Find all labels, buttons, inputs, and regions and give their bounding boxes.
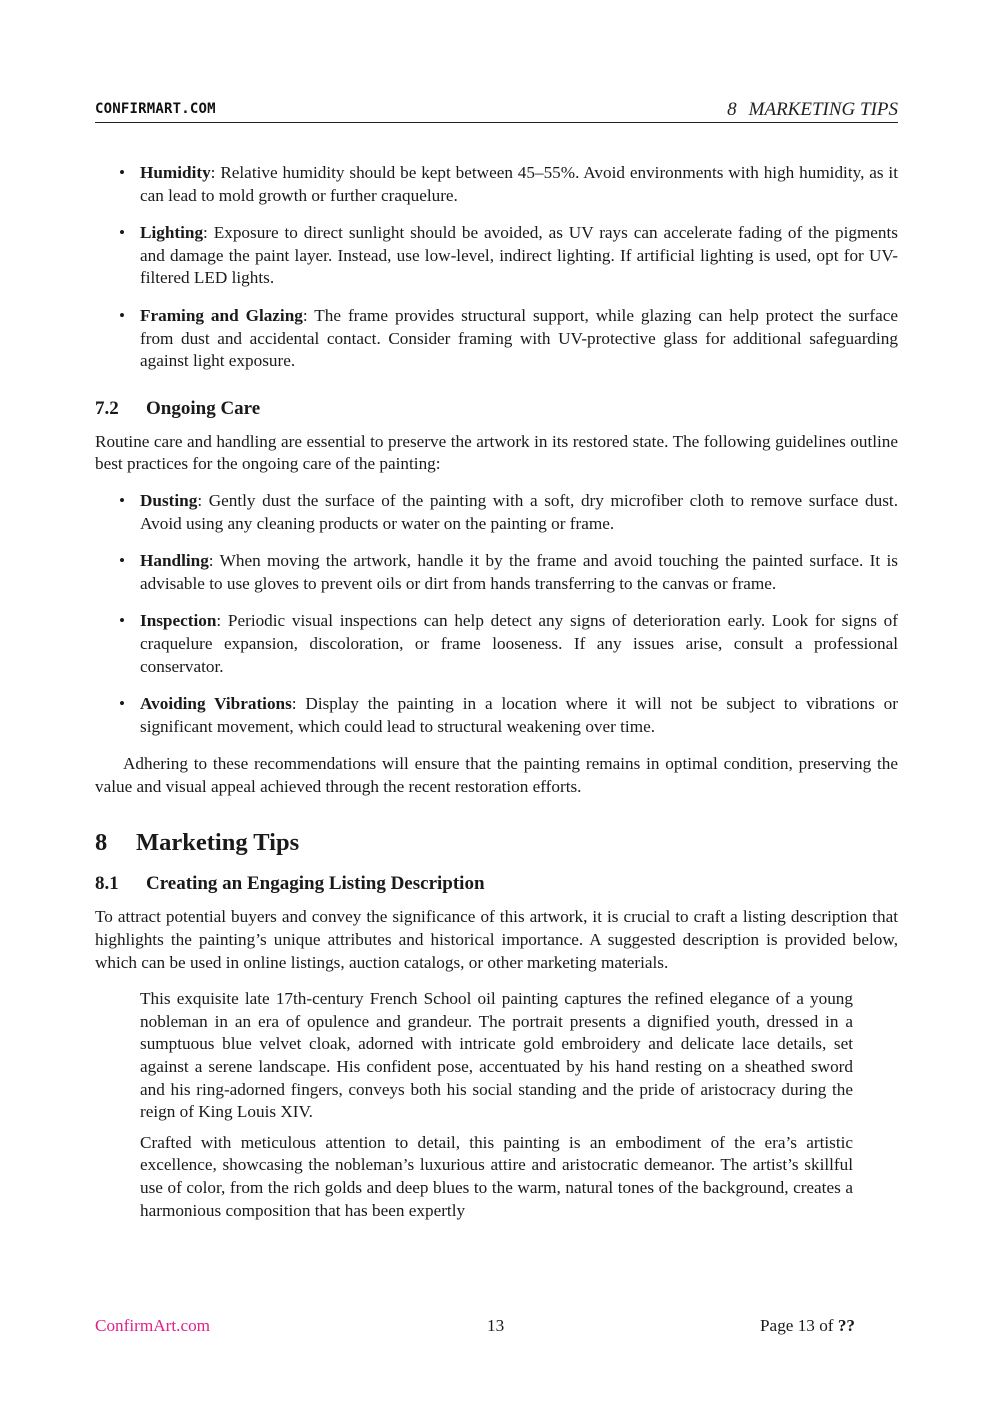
bullet-icon: • [119,305,126,325]
list-item [95,222,898,290]
list-item-term: Handling [140,551,209,571]
footer-page-of [760,1316,855,1336]
list-item-term: Dusting [140,490,198,510]
header-section-title [727,99,898,121]
list-item-text: : The frame provides structural support, while glazing can help protect the surface from dust and accidental contact. Consider framing with UV-protective glass for additional safeguarding against light exposure. [140,305,898,371]
section-heading-marketing-tips [95,828,898,858]
list-item-text: : When moving the artwork, handle it by the frame and avoid touching the painted surface. It is advisable to use gloves to prevent oils or dirt from hands transferring to the canvas or frame. [140,551,898,593]
subsection-heading-ongoing-care [95,397,898,421]
listing-description-quote [140,988,853,1222]
bullet-icon: • [119,163,126,182]
footer-page-number: 13 [487,1316,505,1335]
subsection-heading-listing-description [95,872,898,896]
footer-page-of-prefix: Page 13 of [760,1316,838,1335]
quote-paragraph-1: This exquisite late 17th-century French School oil painting captures the refined elegance of a young nobleman in an era of opulence and grandeur. The portrait presents a dignified youth, dressed in a sumptuous blue velvet cloak, adorned with intricate gold embroidery and delicate lace details, set against a serene landscape. His confident pose, accentuated by his hand resting on a sheathed sword and his ring-adorned fingers, conveys both his social standing and the pride of aristocracy during the reign of King Louis XIV. [140,989,853,1122]
page-content [95,162,898,1230]
ongoing-care-closing: Adhering to these recommendations will ensure that the painting remains in optimal condition, preserving the value and visual appeal achieved through the recent restoration efforts. [95,754,898,796]
header-section-number: 8 [727,99,737,120]
quote-paragraph-2: Crafted with meticulous attention to detail, this painting is an embodiment of the era’s artistic excellence, showcasing the nobleman’s luxurious attire and aristocratic demeanor. The artist’s skillful use of color, from the rich golds and deep blues to the warm, natural tones of the background, creates a harmonious composition that has been expertly [140,1132,853,1220]
list-item [95,490,898,535]
list-item [95,693,898,738]
running-header [95,98,898,123]
footer-site-link[interactable]: ConfirmArt.com [95,1316,211,1335]
subsection-title: Ongoing Care [146,397,261,419]
list-item [95,305,898,373]
environment-bullet-list [95,162,898,373]
list-item-term: Inspection [140,611,217,631]
header-section-name: MARKETING TIPS [748,99,898,120]
list-item-term: Framing and Glazing [140,305,303,325]
listing-intro: To attract potential buyers and convey the significance of this artwork, it is crucial to craft a listing description that highlights the painting’s unique attributes and historical importance. A suggested description is provided below, which can be used in online listings, auction catalogs, or other marketing materials. [95,907,898,972]
list-item [95,610,898,678]
bullet-icon: • [119,611,126,631]
bullet-icon: • [119,223,126,243]
subsection-title: Creating an Engaging Listing Description [146,873,485,895]
section-number: 8 [95,829,108,857]
site-logo: CONFIRMART.COM [95,101,216,117]
list-item-term: Lighting [140,223,204,243]
list-item-term: Avoiding Vibrations [140,694,292,714]
list-item-text: : Relative humidity should be kept between 45–55%. Avoid environments with high humidity, as it can lead to mold growth or further craquelure. [140,163,898,205]
ongoing-care-intro: Routine care and handling are essential to preserve the artwork in its restored state. The following guidelines outline best practices for the ongoing care of the painting: [95,431,898,474]
list-item [95,550,898,595]
section-title: Marketing Tips [136,829,300,857]
bullet-icon: • [119,551,126,571]
ongoing-care-bullet-list [95,490,898,738]
footer-page-total: ?? [837,1316,855,1335]
list-item [95,162,898,207]
list-item-text: : Exposure to direct sunlight should be avoided, as UV rays can accelerate fading of the pigments and damage the paint layer. Instead, use low-level, indirect lighting. If artificial lighting is used, opt for UV-filtered LED lights. [140,223,898,288]
document-page [95,0,898,1404]
subsection-number: 7.2 [95,397,119,419]
bullet-icon: • [119,490,126,510]
list-item-text: : Periodic visual inspections can help detect any signs of deterioration early. Look for signs of craquelure expansion, discoloration, or frame looseness. If any issues arise, consult a professional conservator. [140,611,898,676]
list-item-text: : Display the painting in a location where it will not be subject to vibrations or significant movement, which could lead to structural weakening over time. [140,694,898,736]
list-item-term: Humidity [140,163,211,182]
subsection-number: 8.1 [95,873,119,895]
bullet-icon: • [119,694,126,714]
list-item-text: : Gently dust the surface of the painting with a soft, dry microfiber cloth to remove surface dust. Avoid using any cleaning products or water on the painting or frame. [140,490,898,533]
